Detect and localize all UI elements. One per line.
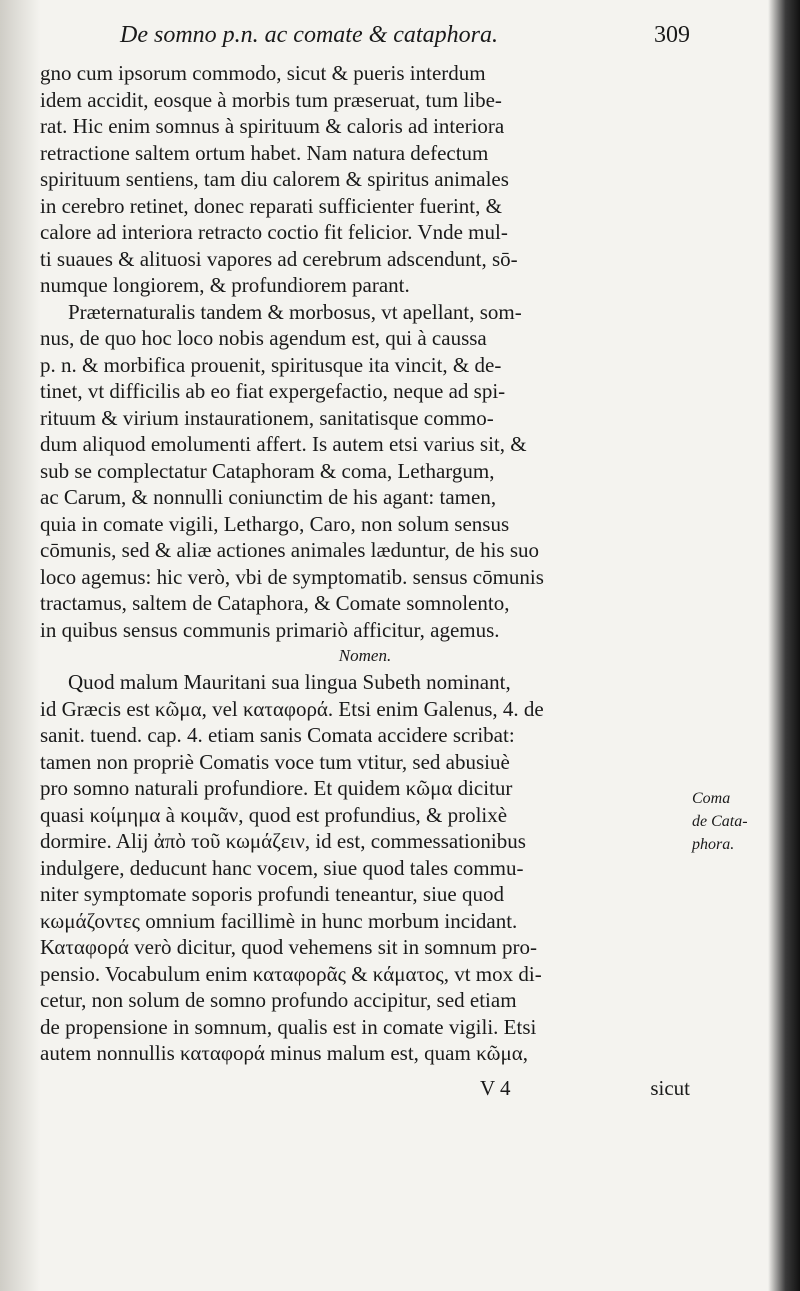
text-line: dum aliquod emolumenti affert. Is autem etsi varius sit, & [40,432,527,456]
text-line: id Græcis est κῶμα, vel καταφορά. Etsi enim Galenus, 4. de [40,696,544,721]
text-line: gno cum ipsorum commodo, sicut & pueris interdum [40,61,486,85]
page-header [40,22,690,52]
text-line: cōmunis, sed & aliæ actiones animales læduntur, de his suo [40,538,540,562]
text-line: rituum & virium instaurationem, sanitatisque commo- [40,405,494,430]
text-line: tractamus, saltem de Cataphora, & Comate somnolento, [40,591,510,615]
text-line: tamen non propriè Comatis voce tum vtitur, sed abusiuè [40,749,510,774]
text-line: quia in comate vigili, Lethargo, Caro, non solum sensus [40,511,510,536]
text-line: p. n. & morbifica prouenit, spiritusque ita vincit, & de- [40,352,502,377]
text-line: indulgere, deducunt hanc vocem, siue quod tales commu- [40,855,524,880]
text-line: Καταφορά verò dicitur, quod vehemens sit in somnum pro- [40,935,537,959]
text-line: calore ad interiora retracto coctio fit felicior. Vnde mul- [40,220,508,244]
section-subheading: Nomen. [338,646,392,665]
text-block [40,22,690,1103]
margin-note-line: phora. [692,836,735,853]
text-line: sanit. tuend. cap. 4. etiam sanis Comata accidere scribat: [40,723,515,747]
margin-note-line: de Cata- [692,813,748,830]
running-head: De somno p.n. ac comate & cataphora. [120,22,498,48]
text-line: de propensione in somnum, qualis est in comate vigili. Etsi [40,1014,537,1039]
margin-note-line: Coma [692,790,731,807]
text-line: retractione saltem ortum habet. Nam natura defectum [40,140,489,165]
text-line: niter symptomate soporis profundi teneantur, siue quod [40,882,504,906]
text-line: tinet, vt difficilis ab eo fiat expergefactio, neque ad spi- [40,379,506,403]
text-line: quasi κοίμημα à κοιμᾶν, quod est profundius, & prolixè [40,802,508,827]
paragraph-3 [40,669,690,1067]
text-line: numque longiorem, & profundiorem parant. [40,273,410,297]
text-line: in quibus sensus communis primariò afficitur, agemus. [40,617,500,642]
text-line: sub se complectatur Cataphoram & coma, Lethargum, [40,458,495,483]
margin-note [692,787,772,856]
text-line: cetur, non solum de somno profundo accipitur, sed etiam [40,988,517,1012]
page-number: 309 [654,22,690,48]
page-footer [40,1075,690,1103]
text-line: Quod malum Mauritani sua lingua Subeth nominant, [68,670,511,694]
catchword: sicut [650,1075,690,1100]
signature-mark: V 4 [480,1075,511,1100]
text-line: ti suaues & alituosi vapores ad cerebrum adscendunt, sō- [40,246,518,271]
text-line: in cerebro retinet, donec reparati sufficienter fuerint, & [40,193,502,218]
text-line: autem nonnullis καταφορά minus malum est, quam κῶμα, [40,1041,528,1065]
text-line: idem accidit, eosque à morbis tum præseruat, tum libe- [40,87,502,112]
text-line: dormire. Alij ἀπὸ τοῦ κωμάζειν, id est, commessationibus [40,829,526,853]
text-line: ac Carum, & nonnulli coniunctim de his agant: tamen, [40,485,497,509]
paragraph-1 [40,60,690,299]
text-line: pensio. Vocabulum enim καταφορᾶς & κάματος, vt mox di- [40,961,542,986]
paragraph-2 [40,299,690,644]
text-line: loco agemus: hic verò, vbi de symptomatib. sensus cōmunis [40,564,544,589]
text-line: pro somno naturali profundiore. Et quidem κῶμα dicitur [40,776,513,800]
text-line: nus, de quo hoc loco nobis agendum est, qui à caussa [40,326,487,350]
text-line: spirituum sentiens, tam diu calorem & spiritus animales [40,167,509,191]
text-line: rat. Hic enim somnus à spirituum & caloris ad interiora [40,114,505,138]
text-line: κωμάζοντες omnium facillimè in hunc morbum incidant. [40,908,518,933]
text-line: Præternaturalis tandem & morbosus, vt apellant, som- [68,299,522,324]
